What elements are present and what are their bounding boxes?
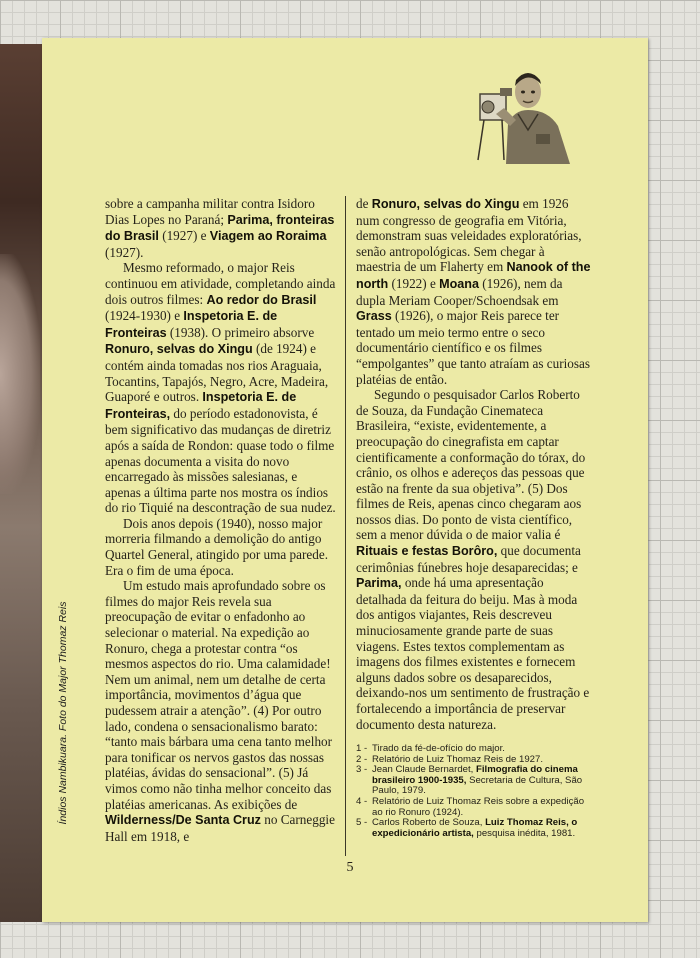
book-page (42, 38, 648, 922)
photo-face (0, 254, 40, 494)
footnote-3: 3 - Jean Claude Bernardet, Filmografia do cinema brasileiro 1900-1935, Secretaria de Cultura, São Paulo, 1979. (356, 764, 583, 797)
page-number: 5 (346, 860, 354, 875)
column-divider (345, 196, 346, 856)
left-paragraph-4: Um estudo mais aprofundado sobre os filmes do major Reis revela sua preocupação de evitar o enfadonho ao selecionar o material. Na expedição ao Ronuro, chega a protestar contra “os mesmos aspectos do rio. Uma calamidade! Nem um animal, nem um detalhe de certa importância, movimentos d’água que pudessem atrair a atenção”. (4) Por outro lado, condena o sensacionalismo barato: “tanto mais bárbara uma cena tanto melhor para tonificar os nervos gastos das nossas platéias, ávidas do sensacional”. (5) Já vimos como não tinha melhor conceito das platéias americanas. As exibições de Wilderness/De Santa Cruz no Carneggie Hall em 1918, e (105, 578, 335, 844)
footnote-4: 4 - Relatório de Luiz Thomaz Reis sobre a expedição ao rio Ronuro (1924). (356, 795, 585, 818)
side-photo-caption: Índios Nambikuara. Foto do Major Thomaz Reis (57, 601, 69, 825)
right-paragraph-2: Segundo o pesquisador Carlos Roberto de Souza, da Fundação Cinemateca Brasileira, “existe, evidentemente, a preocupação do cinegrafista em captar cientificamente a conformação do tórax, do crânio, os olhos e adereços das pessoas que estão na frente da sua objetiva”. (5) Dos filmes de Reis, apenas cinco chegaram aos nossos dias. Do ponto de vista científico, sem a menor dúvida o de maior valia é Rituais e festas Borôro, que documenta cerimônias fúnebres hoje desaparecidas; e Parima, onde há uma apresentação detalhada da feitura do beiju. Mas à moda dos antigos viajantes, Reis descreveu minuciosamente grande parte de suas viagens. Estes textos complementam as imagens dos filmes existentes e fornecem alguns dados sobre os desaparecidos, deixando-nos um sentimento de frustração e fortalecendo a importância de preservar documento desta natureza. (356, 387, 590, 732)
photo-strip (0, 44, 46, 922)
right-column (356, 196, 592, 732)
portrait-illustration (474, 68, 574, 164)
right-paragraph-1: de Ronuro, selvas do Xingu em 1926 num congresso de geografia em Vitória, demonstram suas veleidades exploratórias, senão antropológicas. Sem chegar à maestria de um Flaherty em Nanook of the north (1922) e Moana (1926), nem da dupla Meriam Cooper/Schoendsak em Grass (1926), o major Reis parece ter tentado um meio termo entre o seco documentário científico e os filmes “empolgantes” que tanto atraíam as curiosas platéias de então. (356, 196, 591, 387)
left-column (105, 196, 336, 844)
left-paragraph-3: Dois anos depois (1940), nosso major morreria filmando a demolição do antigo Quartel General, atingido por uma parede. Era o fim de uma época. (105, 515, 328, 578)
footnotes (356, 744, 592, 839)
left-paragraph-2: Mesmo reformado, o major Reis continuou em atividade, completando ainda dois outros filmes: Ao redor do Brasil (1924-1930) e Inspetoria E. de Fronteiras (1938). O primeiro absorve Ronuro, selvas do Xingu (de 1924) e contém ainda tomadas nos rios Araguaia, Tocantins, Tapajós, Negro, Acre, Madeira, Guaporé e outros. Inspetoria E. de Fronteiras, do período estadonovista, é bem significativo das mudanças de diretriz após a saída de Rondon: quase todo o filme apenas documenta a visita do novo encarregado às missões salesianas, e apenas a última parte nos mostra os índios do rio Tiquié na descontração de sua nudez. (105, 260, 336, 516)
left-paragraph-1: sobre a campanha militar contra Isidoro Dias Lopes no Paraná; Parima, fronteiras do Brasil (1927) e Viagem ao Roraima (1927). (105, 196, 335, 260)
footnote-1: 1 - Tirado da fé-de-ofício do major. (356, 743, 505, 754)
footnote-2: 2 - Relatório de Luiz Thomaz Reis de 1927. (356, 753, 544, 765)
footnote-5: 5 - Carlos Roberto de Souza, Luiz Thomaz Reis, o expedicionário artista, pesquisa inédita, 1981. (356, 817, 578, 839)
